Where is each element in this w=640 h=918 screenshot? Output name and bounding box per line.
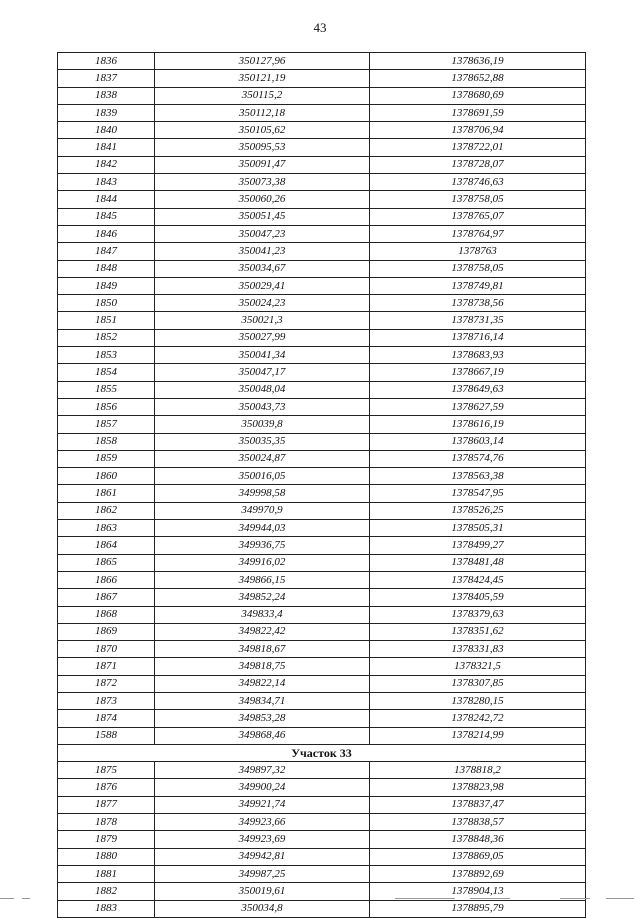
table-row: [58, 796, 586, 813]
x-coordinate-cell: 349923,66: [155, 814, 370, 831]
point-number-cell: 1863: [58, 520, 155, 537]
x-coordinate-cell: 350047,23: [155, 225, 370, 242]
table-row: [58, 312, 586, 329]
table-row: [58, 225, 586, 242]
x-coordinate-cell: 349998,58: [155, 485, 370, 502]
x-coordinate-cell: 350048,04: [155, 381, 370, 398]
x-coordinate-cell: 350016,05: [155, 468, 370, 485]
table-row: [58, 865, 586, 882]
y-coordinate-cell: 1378728,07: [370, 156, 586, 173]
y-coordinate-cell: 1378424,45: [370, 571, 586, 588]
x-coordinate-cell: 350034,67: [155, 260, 370, 277]
point-number-cell: 1865: [58, 554, 155, 571]
x-coordinate-cell: 350034,8: [155, 900, 370, 917]
table-row: [58, 779, 586, 796]
y-coordinate-cell: 1378603,14: [370, 433, 586, 450]
table-row: [58, 848, 586, 865]
point-number-cell: 1859: [58, 450, 155, 467]
table-row: [58, 520, 586, 537]
table-row: [58, 762, 586, 779]
x-coordinate-cell: 350019,61: [155, 883, 370, 900]
y-coordinate-cell: 1378214,99: [370, 727, 586, 744]
y-coordinate-cell: 1378818,2: [370, 762, 586, 779]
table-row: [58, 139, 586, 156]
point-number-cell: 1839: [58, 104, 155, 121]
section-header: [58, 744, 586, 761]
y-coordinate-cell: 1378731,35: [370, 312, 586, 329]
scan-artifacts: [0, 897, 640, 901]
point-number-cell: 1836: [58, 53, 155, 70]
point-number-cell: 1849: [58, 277, 155, 294]
point-number-cell: 1852: [58, 329, 155, 346]
table-row: [58, 589, 586, 606]
table-row: [58, 122, 586, 139]
point-number-cell: 1856: [58, 398, 155, 415]
point-number-cell: 1864: [58, 537, 155, 554]
point-number-cell: 1866: [58, 571, 155, 588]
y-coordinate-cell: 1378722,01: [370, 139, 586, 156]
point-number-cell: 1588: [58, 727, 155, 744]
x-coordinate-cell: 349897,32: [155, 762, 370, 779]
y-coordinate-cell: 1378683,93: [370, 347, 586, 364]
y-coordinate-cell: 1378848,36: [370, 831, 586, 848]
y-coordinate-cell: 1378636,19: [370, 53, 586, 70]
x-coordinate-cell: 350027,99: [155, 329, 370, 346]
table-row: [58, 623, 586, 640]
point-number-cell: 1876: [58, 779, 155, 796]
x-coordinate-cell: 350105,62: [155, 122, 370, 139]
y-coordinate-cell: 1378481,48: [370, 554, 586, 571]
y-coordinate-cell: 1378321,5: [370, 658, 586, 675]
point-number-cell: 1878: [58, 814, 155, 831]
point-number-cell: 1838: [58, 87, 155, 104]
table-row: [58, 295, 586, 312]
y-coordinate-cell: 1378764,97: [370, 225, 586, 242]
table-body-after: [58, 762, 586, 918]
x-coordinate-cell: 349822,42: [155, 623, 370, 640]
y-coordinate-cell: 1378680,69: [370, 87, 586, 104]
x-coordinate-cell: 349942,81: [155, 848, 370, 865]
table-row: [58, 243, 586, 260]
coordinates-table: [57, 52, 586, 918]
x-coordinate-cell: 349923,69: [155, 831, 370, 848]
table-row: [58, 329, 586, 346]
y-coordinate-cell: 1378706,94: [370, 122, 586, 139]
point-number-cell: 1841: [58, 139, 155, 156]
y-coordinate-cell: 1378758,05: [370, 260, 586, 277]
y-coordinate-cell: 1378547,95: [370, 485, 586, 502]
y-coordinate-cell: 1378765,07: [370, 208, 586, 225]
x-coordinate-cell: 349921,74: [155, 796, 370, 813]
table-row: [58, 208, 586, 225]
y-coordinate-cell: 1378616,19: [370, 416, 586, 433]
y-coordinate-cell: 1378627,59: [370, 398, 586, 415]
y-coordinate-cell: 1378758,05: [370, 191, 586, 208]
x-coordinate-cell: 350112,18: [155, 104, 370, 121]
table-row: [58, 468, 586, 485]
x-coordinate-cell: 350073,38: [155, 174, 370, 191]
point-number-cell: 1845: [58, 208, 155, 225]
x-coordinate-cell: 349987,25: [155, 865, 370, 882]
table-row: [58, 53, 586, 70]
x-coordinate-cell: 350029,41: [155, 277, 370, 294]
y-coordinate-cell: 1378242,72: [370, 710, 586, 727]
table-row: [58, 900, 586, 917]
y-coordinate-cell: 1378499,27: [370, 537, 586, 554]
x-coordinate-cell: 350024,23: [155, 295, 370, 312]
table-row: [58, 710, 586, 727]
point-number-cell: 1857: [58, 416, 155, 433]
x-coordinate-cell: 350024,87: [155, 450, 370, 467]
table-row: [58, 485, 586, 502]
x-coordinate-cell: 350127,96: [155, 53, 370, 70]
x-coordinate-cell: 349916,02: [155, 554, 370, 571]
y-coordinate-cell: 1378838,57: [370, 814, 586, 831]
x-coordinate-cell: 349852,24: [155, 589, 370, 606]
x-coordinate-cell: 349868,46: [155, 727, 370, 744]
x-coordinate-cell: 350021,3: [155, 312, 370, 329]
y-coordinate-cell: 1378351,62: [370, 623, 586, 640]
point-number-cell: 1848: [58, 260, 155, 277]
table-row: [58, 502, 586, 519]
point-number-cell: 1870: [58, 641, 155, 658]
point-number-cell: 1858: [58, 433, 155, 450]
x-coordinate-cell: 350091,47: [155, 156, 370, 173]
y-coordinate-cell: 1378379,63: [370, 606, 586, 623]
point-number-cell: 1879: [58, 831, 155, 848]
x-coordinate-cell: 349900,24: [155, 779, 370, 796]
point-number-cell: 1837: [58, 70, 155, 87]
x-coordinate-cell: 349834,71: [155, 692, 370, 709]
table-row: [58, 104, 586, 121]
y-coordinate-cell: 1378526,25: [370, 502, 586, 519]
point-number-cell: 1861: [58, 485, 155, 502]
y-coordinate-cell: 1378837,47: [370, 796, 586, 813]
point-number-cell: 1881: [58, 865, 155, 882]
point-number-cell: 1874: [58, 710, 155, 727]
y-coordinate-cell: 1378869,05: [370, 848, 586, 865]
point-number-cell: 1854: [58, 364, 155, 381]
x-coordinate-cell: 350039,8: [155, 416, 370, 433]
y-coordinate-cell: 1378823,98: [370, 779, 586, 796]
point-number-cell: 1873: [58, 692, 155, 709]
table-row: [58, 260, 586, 277]
table-row: [58, 675, 586, 692]
x-coordinate-cell: 350095,53: [155, 139, 370, 156]
y-coordinate-cell: 1378691,59: [370, 104, 586, 121]
y-coordinate-cell: 1378280,15: [370, 692, 586, 709]
table-row: [58, 450, 586, 467]
x-coordinate-cell: 350041,34: [155, 347, 370, 364]
x-coordinate-cell: 349944,03: [155, 520, 370, 537]
point-number-cell: 1868: [58, 606, 155, 623]
table-row: [58, 641, 586, 658]
y-coordinate-cell: 1378307,85: [370, 675, 586, 692]
y-coordinate-cell: 1378716,14: [370, 329, 586, 346]
point-number-cell: 1847: [58, 243, 155, 260]
x-coordinate-cell: 349818,67: [155, 641, 370, 658]
y-coordinate-cell: 1378405,59: [370, 589, 586, 606]
point-number-cell: 1840: [58, 122, 155, 139]
page-number: 43: [313, 20, 327, 35]
x-coordinate-cell: 349833,4: [155, 606, 370, 623]
point-number-cell: 1875: [58, 762, 155, 779]
point-number-cell: 1843: [58, 174, 155, 191]
y-coordinate-cell: 1378738,56: [370, 295, 586, 312]
x-coordinate-cell: 349822,14: [155, 675, 370, 692]
x-coordinate-cell: 349970,9: [155, 502, 370, 519]
x-coordinate-cell: 350035,35: [155, 433, 370, 450]
point-number-cell: 1855: [58, 381, 155, 398]
y-coordinate-cell: 1378331,83: [370, 641, 586, 658]
point-number-cell: 1851: [58, 312, 155, 329]
point-number-cell: 1871: [58, 658, 155, 675]
table-row: [58, 571, 586, 588]
table-row: [58, 537, 586, 554]
point-number-cell: 1867: [58, 589, 155, 606]
y-coordinate-cell: 1378904,13: [370, 883, 586, 900]
y-coordinate-cell: 1378652,88: [370, 70, 586, 87]
point-number-cell: 1882: [58, 883, 155, 900]
x-coordinate-cell: 349936,75: [155, 537, 370, 554]
point-number-cell: 1872: [58, 675, 155, 692]
table-row: [58, 658, 586, 675]
point-number-cell: 1860: [58, 468, 155, 485]
y-coordinate-cell: 1378649,63: [370, 381, 586, 398]
y-coordinate-cell: 1378563,38: [370, 468, 586, 485]
x-coordinate-cell: 349866,15: [155, 571, 370, 588]
table-row: [58, 191, 586, 208]
table-row: [58, 174, 586, 191]
table-row: [58, 554, 586, 571]
x-coordinate-cell: 350041,23: [155, 243, 370, 260]
table-row: [58, 433, 586, 450]
x-coordinate-cell: 349818,75: [155, 658, 370, 675]
y-coordinate-cell: 1378746,63: [370, 174, 586, 191]
table-row: [58, 727, 586, 744]
point-number-cell: 1883: [58, 900, 155, 917]
point-number-cell: 1842: [58, 156, 155, 173]
point-number-cell: 1862: [58, 502, 155, 519]
y-coordinate-cell: 1378749,81: [370, 277, 586, 294]
point-number-cell: 1853: [58, 347, 155, 364]
x-coordinate-cell: 350060,26: [155, 191, 370, 208]
table-row: [58, 70, 586, 87]
table-row: [58, 831, 586, 848]
x-coordinate-cell: 349853,28: [155, 710, 370, 727]
x-coordinate-cell: 350051,45: [155, 208, 370, 225]
y-coordinate-cell: 1378574,76: [370, 450, 586, 467]
y-coordinate-cell: 1378895,79: [370, 900, 586, 917]
table-row: [58, 398, 586, 415]
point-number-cell: 1880: [58, 848, 155, 865]
table-body-before: [58, 53, 586, 745]
y-coordinate-cell: 1378505,31: [370, 520, 586, 537]
section-row: [58, 744, 586, 761]
x-coordinate-cell: 350047,17: [155, 364, 370, 381]
table-row: [58, 364, 586, 381]
table-row: [58, 347, 586, 364]
table-row: [58, 416, 586, 433]
y-coordinate-cell: 1378892,69: [370, 865, 586, 882]
y-coordinate-cell: 1378667,19: [370, 364, 586, 381]
table-row: [58, 381, 586, 398]
table-row: [58, 87, 586, 104]
table-row: [58, 606, 586, 623]
y-coordinate-cell: 1378763: [370, 243, 586, 260]
point-number-cell: 1846: [58, 225, 155, 242]
point-number-cell: 1877: [58, 796, 155, 813]
table-row: [58, 156, 586, 173]
table-row: [58, 692, 586, 709]
x-coordinate-cell: 350043,73: [155, 398, 370, 415]
table-row: [58, 277, 586, 294]
point-number-cell: 1844: [58, 191, 155, 208]
x-coordinate-cell: 350115,2: [155, 87, 370, 104]
point-number-cell: 1850: [58, 295, 155, 312]
section-title: Участок 33: [58, 744, 586, 761]
table-row: [58, 814, 586, 831]
point-number-cell: 1869: [58, 623, 155, 640]
x-coordinate-cell: 350121,19: [155, 70, 370, 87]
